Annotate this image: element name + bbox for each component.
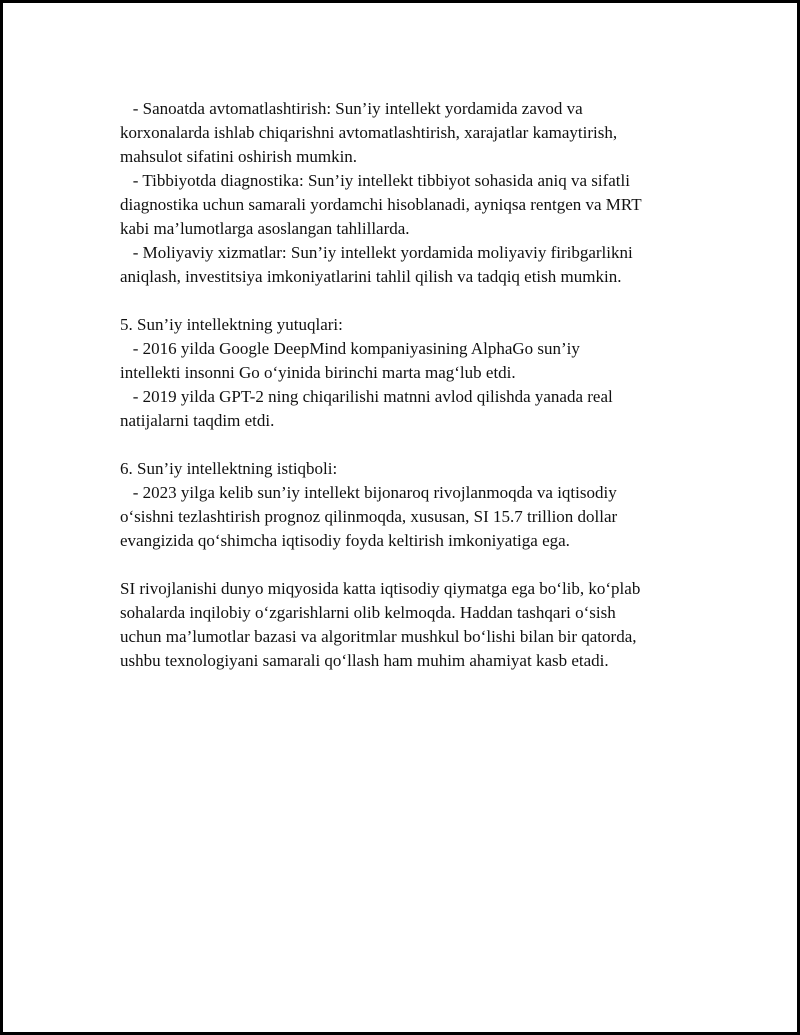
text-line: sohalarda inqilobiy o‘zgarishlarni olib kelmoqda. Haddan tashqari o‘sish (120, 603, 616, 622)
text-line: mahsulot sifatini oshirish mumkin. (120, 147, 358, 166)
section-heading: 6. Sun’iy intellektning istiqboli: (120, 459, 338, 478)
text-line: natijalarni taqdim etdi. (120, 411, 275, 430)
section-achievements (120, 313, 710, 433)
paragraph-spacer (120, 289, 710, 313)
text-line: aniqlash, investitsiya imkoniyatlarini tahlil qilish va tadqiq etish mumkin. (120, 267, 622, 286)
section-outlook (120, 457, 710, 553)
text-line: ushbu texnologiyani samarali qo‘llash ham muhim ahamiyat kasb etadi. (120, 651, 609, 670)
document-body (120, 97, 710, 673)
text-line: kabi ma’lumotlarga asoslangan tahlillarda. (120, 219, 410, 238)
paragraph-spacer (120, 433, 710, 457)
text-line: uchun ma’lumotlar bazasi va algoritmlar mushkul bo‘lishi bilan bir qatorda, (120, 627, 637, 646)
text-line: - Tibbiyotda diagnostika: Sun’iy intellekt tibbiyot sohasida aniq va sifatli (120, 171, 630, 190)
text-line: intellekti insonni Go o‘yinida birinchi marta mag‘lub etdi. (120, 363, 516, 382)
text-line: SI rivojlanishi dunyo miqyosida katta iqtisodiy qiymatga ega bo‘lib, ko‘plab (120, 579, 641, 598)
text-line: - 2019 yilda GPT-2 ning chiqarilishi matnni avlod qilishda yanada real (120, 387, 613, 406)
section-heading: 5. Sun’iy intellektning yutuqlari: (120, 315, 343, 334)
text-line: - 2016 yilda Google DeepMind kompaniyasining AlphaGo sun’iy (120, 339, 580, 358)
text-line: - 2023 yilga kelib sun’iy intellekt bijonaroq rivojlanmoqda va iqtisodiy (120, 483, 617, 502)
text-line: - Moliyaviy xizmatlar: Sun’iy intellekt yordamida moliyaviy firibgarlikni (120, 243, 633, 262)
text-line: - Sanoatda avtomatlashtirish: Sun’iy intellekt yordamida zavod va (120, 99, 583, 118)
paragraph-applications (120, 97, 710, 289)
text-line: diagnostika uchun samarali yordamchi hisoblanadi, ayniqsa rentgen va MRT (120, 195, 642, 214)
paragraph-spacer (120, 553, 710, 577)
paragraph-conclusion (120, 577, 710, 673)
text-line: korxonalarda ishlab chiqarishni avtomatlashtirish, xarajatlar kamaytirish, (120, 123, 618, 142)
text-line: o‘sishni tezlashtirish prognoz qilinmoqda, xususan, SI 15.7 trillion dollar (120, 507, 618, 526)
text-line: evangizida qo‘shimcha iqtisodiy foyda keltirish imkoniyatiga ega. (120, 531, 570, 550)
